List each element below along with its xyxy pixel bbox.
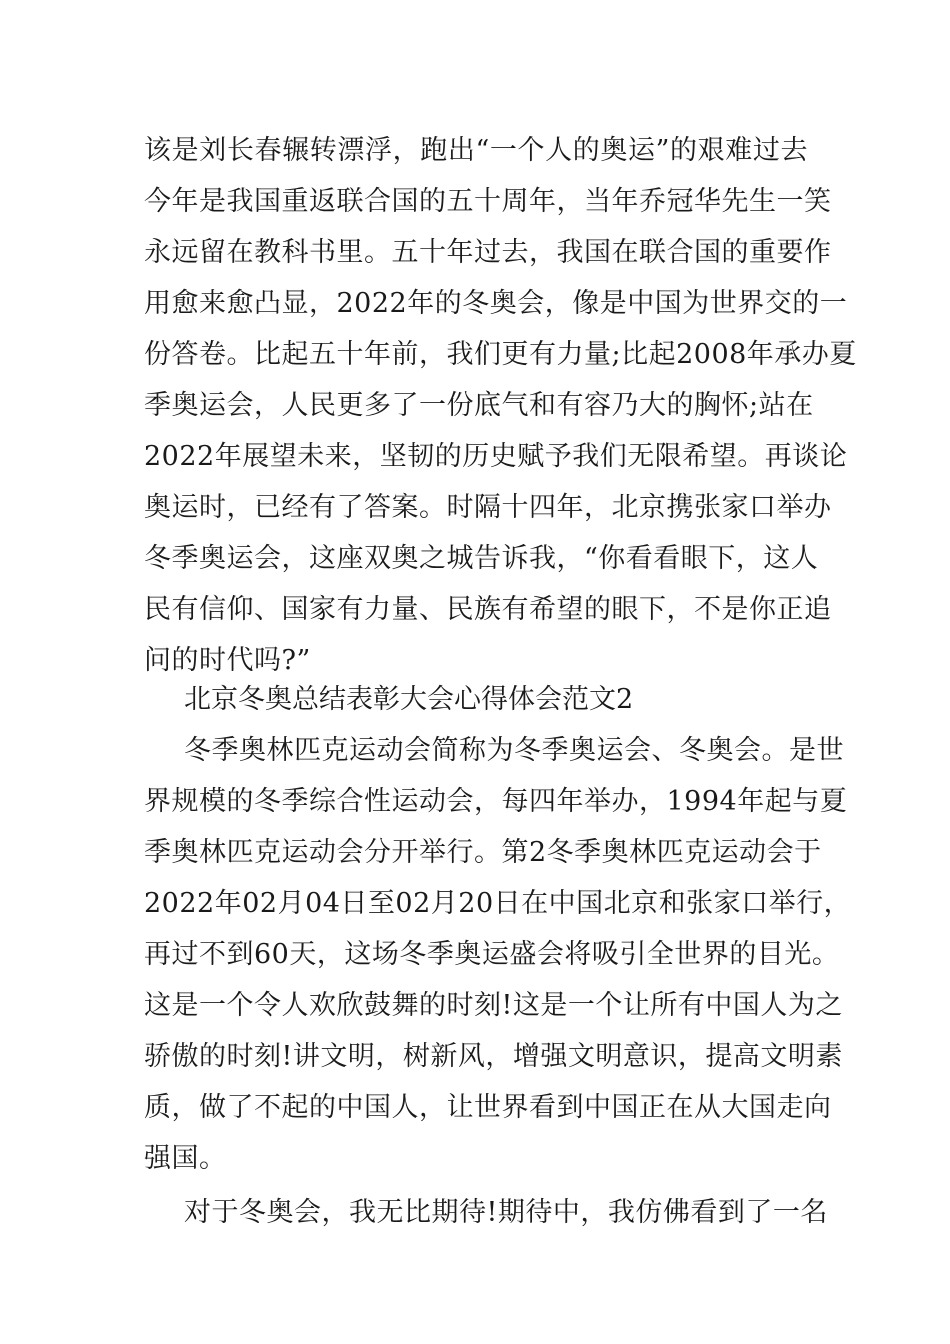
section-heading: 北京冬奥总结表彰大会心得体会范文2 — [184, 684, 634, 715]
text-line: 冬季奥运会，这座双奥之城告诉我，“你看看眼下，这人 — [144, 543, 819, 574]
text-line: 民有信仰、国家有力量、民族有希望的眼下，不是你正追 — [144, 594, 832, 625]
text-line: 用愈来愈凸显，2022年的冬奥会，像是中国为世界交的一 — [144, 288, 848, 319]
text-line: 再过不到60天，这场冬季奥运盛会将吸引全世界的目光。 — [144, 939, 840, 970]
text-line: 2022年02月04日至02月20日在中国北京和张家口举行， — [144, 888, 852, 919]
text-line: 质，做了不起的中国人，让世界看到中国正在从大国走向 — [144, 1092, 832, 1123]
text-line: 奥运时，已经有了答案。时隔十四年，北京携张家口举办 — [144, 492, 832, 523]
text-line: 骄傲的时刻!讲文明，树新风，增强文明意识，提高文明素 — [144, 1041, 843, 1072]
text-line: 季奥运会，人民更多了一份底气和有容乃大的胸怀;站在 — [144, 390, 814, 421]
text-line: 永远留在教科书里。五十年过去，我国在联合国的重要作 — [144, 237, 832, 268]
text-line: 2022年展望未来，坚韧的历史赋予我们无限希望。再谈论 — [144, 441, 848, 472]
text-line: 界规模的冬季综合性运动会，每四年举办，1994年起与夏 — [144, 786, 848, 817]
text-line: 份答卷。比起五十年前，我们更有力量;比起2008年承办夏 — [144, 339, 857, 370]
text-line: 季奥林匹克运动会分开举行。第2冬季奥林匹克运动会于 — [144, 837, 822, 868]
text-line: 今年是我国重返联合国的五十周年，当年乔冠华先生一笑 — [144, 186, 832, 217]
text-line: 这是一个令人欢欣鼓舞的时刻!这是一个让所有中国人为之 — [144, 990, 843, 1021]
text-line: 该是刘长春辗转漂浮，跑出“一个人的奥运”的艰难过去 — [144, 135, 808, 166]
text-line: 强国。 — [144, 1143, 227, 1174]
text-line: 对于冬奥会，我无比期待!期待中，我仿佛看到了一名 — [184, 1197, 828, 1228]
text-line: 冬季奥林匹克运动会简称为冬季奥运会、冬奥会。是世 — [184, 735, 844, 766]
text-line: 问的时代吗?” — [144, 645, 311, 676]
